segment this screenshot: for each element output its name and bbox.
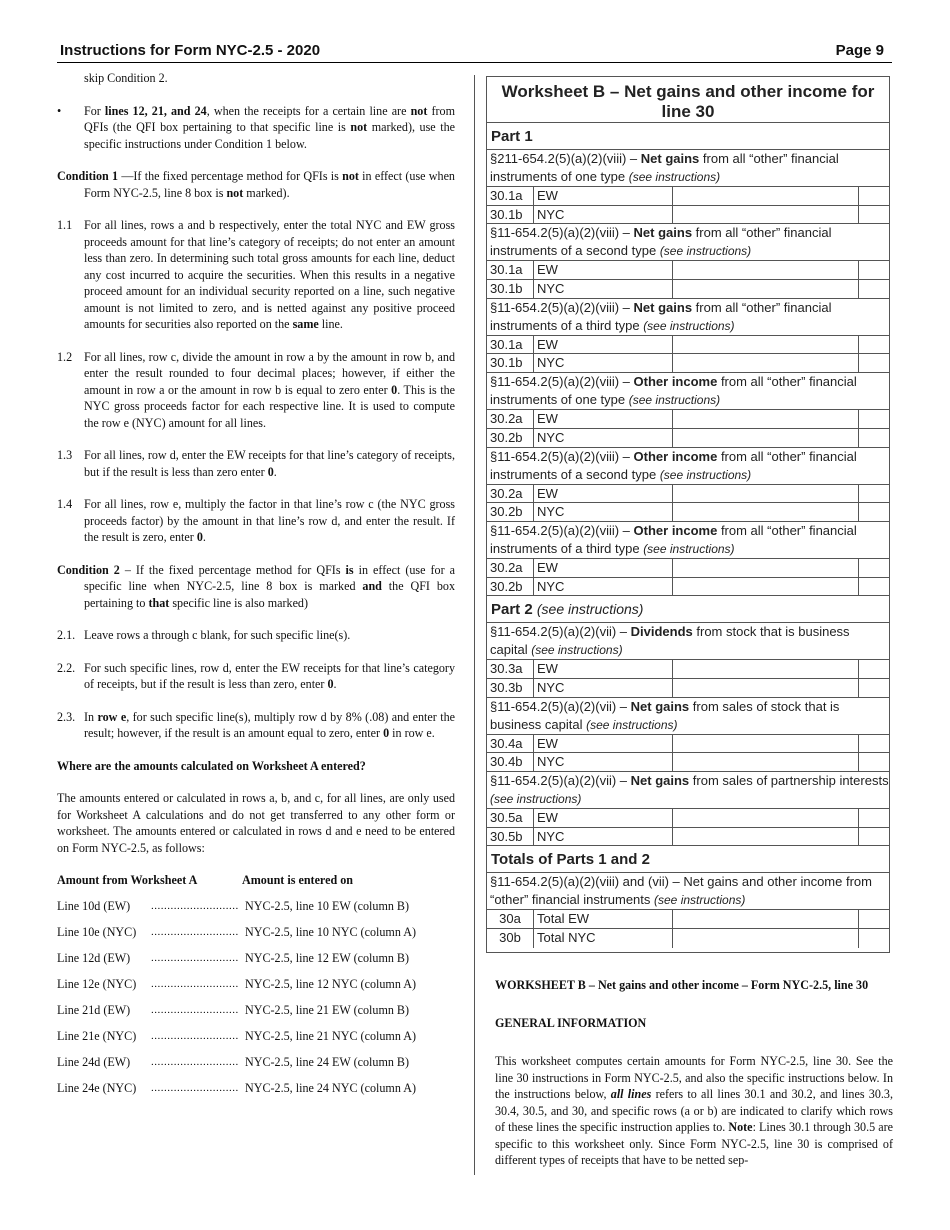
worksheet-row — [487, 503, 889, 522]
row-label: EW — [534, 336, 673, 354]
worksheet-section-heading: Part 1 — [487, 123, 889, 150]
condition-2-item: 2.1. Leave rows a through c blank, for such specific line(s). — [57, 628, 351, 642]
amount-row — [57, 941, 455, 967]
where-heading: Where are the amounts calculated on Worksheet A entered? — [57, 758, 366, 773]
item-number: 2.2. — [57, 660, 76, 675]
leader-dots: ........................... — [151, 1056, 239, 1068]
amount-entered-header: Amount is entered on — [242, 873, 353, 887]
amount-row — [57, 993, 455, 1019]
condition-2-item: 2.2. For such specific lines, row d, enter the EW receipts for that line’s category of receipts, but if the result is less than zero, enter 0. — [57, 660, 455, 691]
row-label: NYC — [534, 429, 673, 447]
condition-2-item: 2.3. In row e, for such specific line(s), multiply row d by 8% (.08) and enter the result; however, if the result is an amount equal to zero, enter 0 in row e. — [57, 709, 455, 740]
bullet-paragraph: • For lines 12, 21, and 24, when the receipts for a certain line are not from QFIs (the QFI box pertaining to that specific line is not marked), use the specific instructions under Condition 1 below. — [57, 103, 455, 151]
cents-entry-field[interactable] — [859, 578, 889, 596]
right-column — [495, 977, 893, 1169]
item-number: 1.4 — [57, 497, 73, 511]
row-label: NYC — [534, 679, 673, 697]
worksheet-row — [487, 559, 889, 578]
row-label: Total NYC — [534, 929, 673, 948]
amount-entry-field[interactable] — [673, 929, 859, 948]
condition-1-item: 1.4 For all lines, row e, multiply the factor in that line’s row c (the NYC gross proceeds factor) by the amount in that line’s row d, and enter the result. If the result is zero, enter 0. — [57, 497, 455, 544]
amount-to: NYC-2.5, line 21 NYC (column A) — [245, 1029, 416, 1043]
where-text: The amounts entered or calculated in rows a, b, and c, for all lines, are only used for Worksheet A calculations and do not get transferred to any other form or worksheet. The amounts entered or calculated in rows d and e need to be entered on Form NYC-2.5, as follows: — [57, 791, 455, 855]
worksheet-row — [487, 679, 889, 698]
row-label: NYC — [534, 503, 673, 521]
item-number: 1.2 — [57, 349, 73, 364]
condition-1: Condition 1 —If the fixed percentage method for QFIs is not in effect (use when Form NYC-2.5, line 8 box is not marked). — [57, 169, 455, 200]
condition-1-item: 1.2 For all lines, row c, divide the amount in row a by the amount in row b, and enter the result rounded to four decimal places; however, if either the amount in row a or the amount in row b is equal to zero enter 0. This is the NYC gross proceeds factor for each respective line. It is used to compute the row e (NYC) amount for all lines. — [57, 349, 456, 430]
worksheet-row — [487, 336, 889, 355]
amount-entry-field[interactable] — [673, 503, 859, 521]
cents-entry-field[interactable] — [859, 206, 889, 224]
line-number: 30.1b — [487, 280, 534, 298]
amount-to: NYC-2.5, line 24 NYC (column A) — [245, 1081, 416, 1095]
line-number: 30.1a — [487, 187, 534, 205]
amount-entry-field[interactable] — [673, 280, 859, 298]
worksheet-line-description: §11-654.2(5)(a)(2)(viii) and (vii) – Net gains and other income from “other” financial instruments (see instructions) — [487, 873, 889, 910]
line-number: 30.4b — [487, 753, 534, 771]
amount-from: Line 21d (EW) — [57, 1003, 131, 1017]
amount-entry-field[interactable] — [673, 809, 859, 827]
cents-entry-field[interactable] — [859, 559, 889, 577]
line-number: 30.2b — [487, 503, 534, 521]
worksheet-line-description: §11-654.2(5)(a)(2)(vii) – Dividends from stock that is business capital (see instructions) — [487, 623, 889, 660]
worksheet-row — [487, 828, 889, 847]
worksheet-b — [486, 76, 890, 953]
line-number: 30.5a — [487, 809, 534, 827]
amount-to: NYC-2.5, line 10 NYC (column A) — [245, 925, 416, 939]
amount-table-header — [57, 872, 455, 889]
worksheet-row — [487, 735, 889, 754]
amount-from: Line 24e (NYC) — [57, 1081, 137, 1095]
leader-dots: ........................... — [151, 1082, 239, 1094]
amount-from: Line 12e (NYC) — [57, 977, 137, 991]
cents-entry-field[interactable] — [859, 187, 889, 205]
worksheet-row — [487, 929, 889, 948]
item-number: 2.1. — [57, 628, 76, 642]
worksheet-row — [487, 354, 889, 373]
worksheet-section-heading: Part 2 (see instructions) — [487, 596, 889, 623]
line-number: 30.5b — [487, 828, 534, 846]
form-title: Instructions for Form NYC-2.5 - 2020 — [60, 42, 321, 59]
condition-1-item: 1.3 For all lines, row d, enter the EW receipts for that line’s category of receipts, but if the result is less than zero enter 0. — [57, 448, 455, 479]
line-number: 30.2a — [487, 410, 534, 428]
line-number: 30.2b — [487, 429, 534, 447]
amount-entry-field[interactable] — [673, 910, 859, 928]
row-label: EW — [534, 660, 673, 678]
leader-dots: ........................... — [151, 978, 239, 990]
item-number: 1.1 — [57, 218, 73, 232]
cents-entry-field[interactable] — [859, 679, 889, 697]
worksheet-line-description: §11-654.2(5)(a)(2)(viii) – Other income from all “other” financial instruments of a third type (see instructions) — [487, 522, 889, 559]
condition-2: Condition 2 – If the fixed percentage method for QFIs is in effect (use for a specific line when NYC-2.5, line 8 box is marked and the QFI box pertaining to that specific line is also marked) — [57, 562, 455, 610]
cents-entry-field[interactable] — [859, 336, 889, 354]
leader-dots: ........................... — [151, 952, 239, 964]
worksheet-row — [487, 280, 889, 299]
amount-entry-field[interactable] — [673, 660, 859, 678]
worksheet-line-description: §11-654.2(5)(a)(2)(vii) – Net gains from sales of stock that is business capital (see instructions) — [487, 698, 889, 735]
row-label: EW — [534, 485, 673, 503]
cents-entry-field[interactable] — [859, 485, 889, 503]
amount-row — [57, 1019, 455, 1045]
worksheet-line-description: §11-654.2(5)(a)(2)(viii) – Other income from all “other” financial instruments of a second type (see instructions) — [487, 448, 889, 485]
line-number: 30.3a — [487, 660, 534, 678]
amount-table — [57, 889, 455, 1097]
amount-entry-field[interactable] — [673, 410, 859, 428]
worksheet-row — [487, 485, 889, 504]
amount-to: NYC-2.5, line 21 EW (column B) — [245, 1003, 410, 1017]
worksheet-line-description: §11-654.2(5)(a)(2)(viii) – Other income from all “other” financial instruments of one type (see instructions) — [487, 373, 889, 410]
worksheet-line-description: §11-654.2(5)(a)(2)(viii) – Net gains from all “other” financial instruments of a third type (see instructions) — [487, 299, 889, 336]
row-label: NYC — [534, 753, 673, 771]
cents-entry-field[interactable] — [859, 429, 889, 447]
line-number: 30.1a — [487, 261, 534, 279]
cents-entry-field[interactable] — [859, 828, 889, 846]
amount-from: Line 10e (NYC) — [57, 925, 137, 939]
cents-entry-field[interactable] — [859, 660, 889, 678]
worksheet-row — [487, 910, 889, 929]
skip-text: skip Condition 2. — [84, 71, 168, 85]
worksheet-row — [487, 206, 889, 225]
row-label: Total EW — [534, 910, 673, 928]
worksheet-title: Worksheet B – Net gains and other income for line 30 — [487, 77, 889, 123]
line-number: 30.2a — [487, 485, 534, 503]
leader-dots: ........................... — [151, 1030, 239, 1042]
amount-row — [57, 1045, 455, 1071]
amount-to: NYC-2.5, line 12 NYC (column A) — [245, 977, 416, 991]
row-label: EW — [534, 559, 673, 577]
leader-dots: ........................... — [151, 926, 239, 938]
amount-entry-field[interactable] — [673, 578, 859, 596]
page-header — [57, 40, 892, 63]
worksheet-b-heading: WORKSHEET B – Net gains and other income – Form NYC-2.5, line 30 — [495, 978, 869, 992]
amount-entry-field[interactable] — [673, 753, 859, 771]
amount-from: Line 12d (EW) — [57, 951, 131, 965]
amount-row — [57, 915, 455, 941]
worksheet-row — [487, 809, 889, 828]
row-label: EW — [534, 187, 673, 205]
cents-entry-field[interactable] — [859, 910, 889, 928]
line-number: 30.1b — [487, 206, 534, 224]
amount-to: NYC-2.5, line 10 EW (column B) — [245, 899, 410, 913]
amount-to: NYC-2.5, line 12 EW (column B) — [245, 951, 410, 965]
row-label: NYC — [534, 206, 673, 224]
general-information-text: This worksheet computes certain amounts for Form NYC-2.5, line 30. See the line 30 instructions in Form NYC-2.5, and also the specific instructions below. In the instructions below, all lines refers to all lines 30.1 and 30.2, and lines 30.3, 30.4, 30.5, and 30, and specific rows (a or b) are indicated to clarify which rows of these lines the specific instruction applies to. Note: Lines 30.1 through 30.5 are specific to this worksheet only. Since Form NYC-2.5, line 30 is comprised of different types of receipts that have to be netted sep- — [495, 1054, 894, 1167]
worksheet-row — [487, 578, 889, 597]
amount-entry-field[interactable] — [673, 828, 859, 846]
cents-entry-field[interactable] — [859, 735, 889, 753]
row-label: NYC — [534, 280, 673, 298]
amount-entry-field[interactable] — [673, 261, 859, 279]
line-number: 30a — [487, 910, 534, 928]
amount-entry-field[interactable] — [673, 336, 859, 354]
item-number: 1.3 — [57, 448, 73, 462]
row-label: EW — [534, 735, 673, 753]
line-number: 30.2b — [487, 578, 534, 596]
column-divider — [474, 75, 475, 1175]
leader-dots: ........................... — [151, 1004, 239, 1016]
line-number: 30.2a — [487, 559, 534, 577]
amount-entry-field[interactable] — [673, 485, 859, 503]
amount-row — [57, 1071, 455, 1097]
worksheet-row — [487, 660, 889, 679]
row-label: NYC — [534, 578, 673, 596]
bullet-mark: • — [57, 103, 62, 118]
worksheet-row — [487, 429, 889, 448]
line-number: 30.3b — [487, 679, 534, 697]
amount-from: Line 24d (EW) — [57, 1055, 131, 1069]
worksheet-row — [487, 410, 889, 429]
row-label: EW — [534, 410, 673, 428]
amount-to: NYC-2.5, line 24 EW (column B) — [245, 1055, 410, 1069]
amount-entry-field[interactable] — [673, 206, 859, 224]
worksheet-line-description: §211-654.2(5)(a)(2)(viii) – Net gains from all “other” financial instruments of one type (see instructions) — [487, 150, 889, 187]
amount-entry-field[interactable] — [673, 354, 859, 372]
worksheet-row — [487, 753, 889, 772]
row-label: EW — [534, 261, 673, 279]
worksheet-row — [487, 261, 889, 280]
amount-row — [57, 967, 455, 993]
cents-entry-field[interactable] — [859, 809, 889, 827]
row-label: NYC — [534, 354, 673, 372]
amount-row — [57, 889, 455, 915]
item-number: 2.3. — [57, 709, 76, 724]
amount-from: Line 10d (EW) — [57, 899, 131, 913]
cents-entry-field[interactable] — [859, 280, 889, 298]
general-information-heading: GENERAL INFORMATION — [495, 1016, 647, 1030]
amount-entry-field[interactable] — [673, 429, 859, 447]
cents-entry-field[interactable] — [859, 354, 889, 372]
leader-dots: ........................... — [151, 900, 239, 912]
condition-1-item: 1.1 For all lines, rows a and b respectively, enter the total NYC and EW gross proceeds amount for that line’s category of receipts; do not enter an amount less than zero. In determining such total gross amounts for each line, deduct any cost incurred to acquire the securities. When this results in a negative proceed amount for an individual security reported on a line, such negative amount is not limited to zero, and is netted against any positive proceed amounts for securities also reported on the same line. — [57, 218, 455, 331]
line-number: 30b — [487, 929, 534, 948]
row-label: EW — [534, 809, 673, 827]
amount-from-header: Amount from Worksheet A — [57, 873, 198, 887]
line-number: 30.1a — [487, 336, 534, 354]
amount-entry-field[interactable] — [673, 187, 859, 205]
amount-entry-field[interactable] — [673, 559, 859, 577]
line-number: 30.1b — [487, 354, 534, 372]
worksheet-row — [487, 187, 889, 206]
worksheet-line-description: §11-654.2(5)(a)(2)(viii) – Net gains from all “other” financial instruments of a second type (see instructions) — [487, 224, 889, 261]
page-number: Page 9 — [835, 42, 884, 59]
amount-entry-field[interactable] — [673, 735, 859, 753]
left-column — [57, 70, 455, 1097]
worksheet-line-description: §11-654.2(5)(a)(2)(vii) – Net gains from sales of partnership interests (see instructions) — [487, 772, 889, 809]
cents-entry-field[interactable] — [859, 261, 889, 279]
cents-entry-field[interactable] — [859, 929, 889, 948]
worksheet-section-heading: Totals of Parts 1 and 2 — [487, 846, 889, 873]
row-label: NYC — [534, 828, 673, 846]
amount-from: Line 21e (NYC) — [57, 1029, 137, 1043]
cents-entry-field[interactable] — [859, 503, 889, 521]
cents-entry-field[interactable] — [859, 410, 889, 428]
line-number: 30.4a — [487, 735, 534, 753]
cents-entry-field[interactable] — [859, 753, 889, 771]
amount-entry-field[interactable] — [673, 679, 859, 697]
